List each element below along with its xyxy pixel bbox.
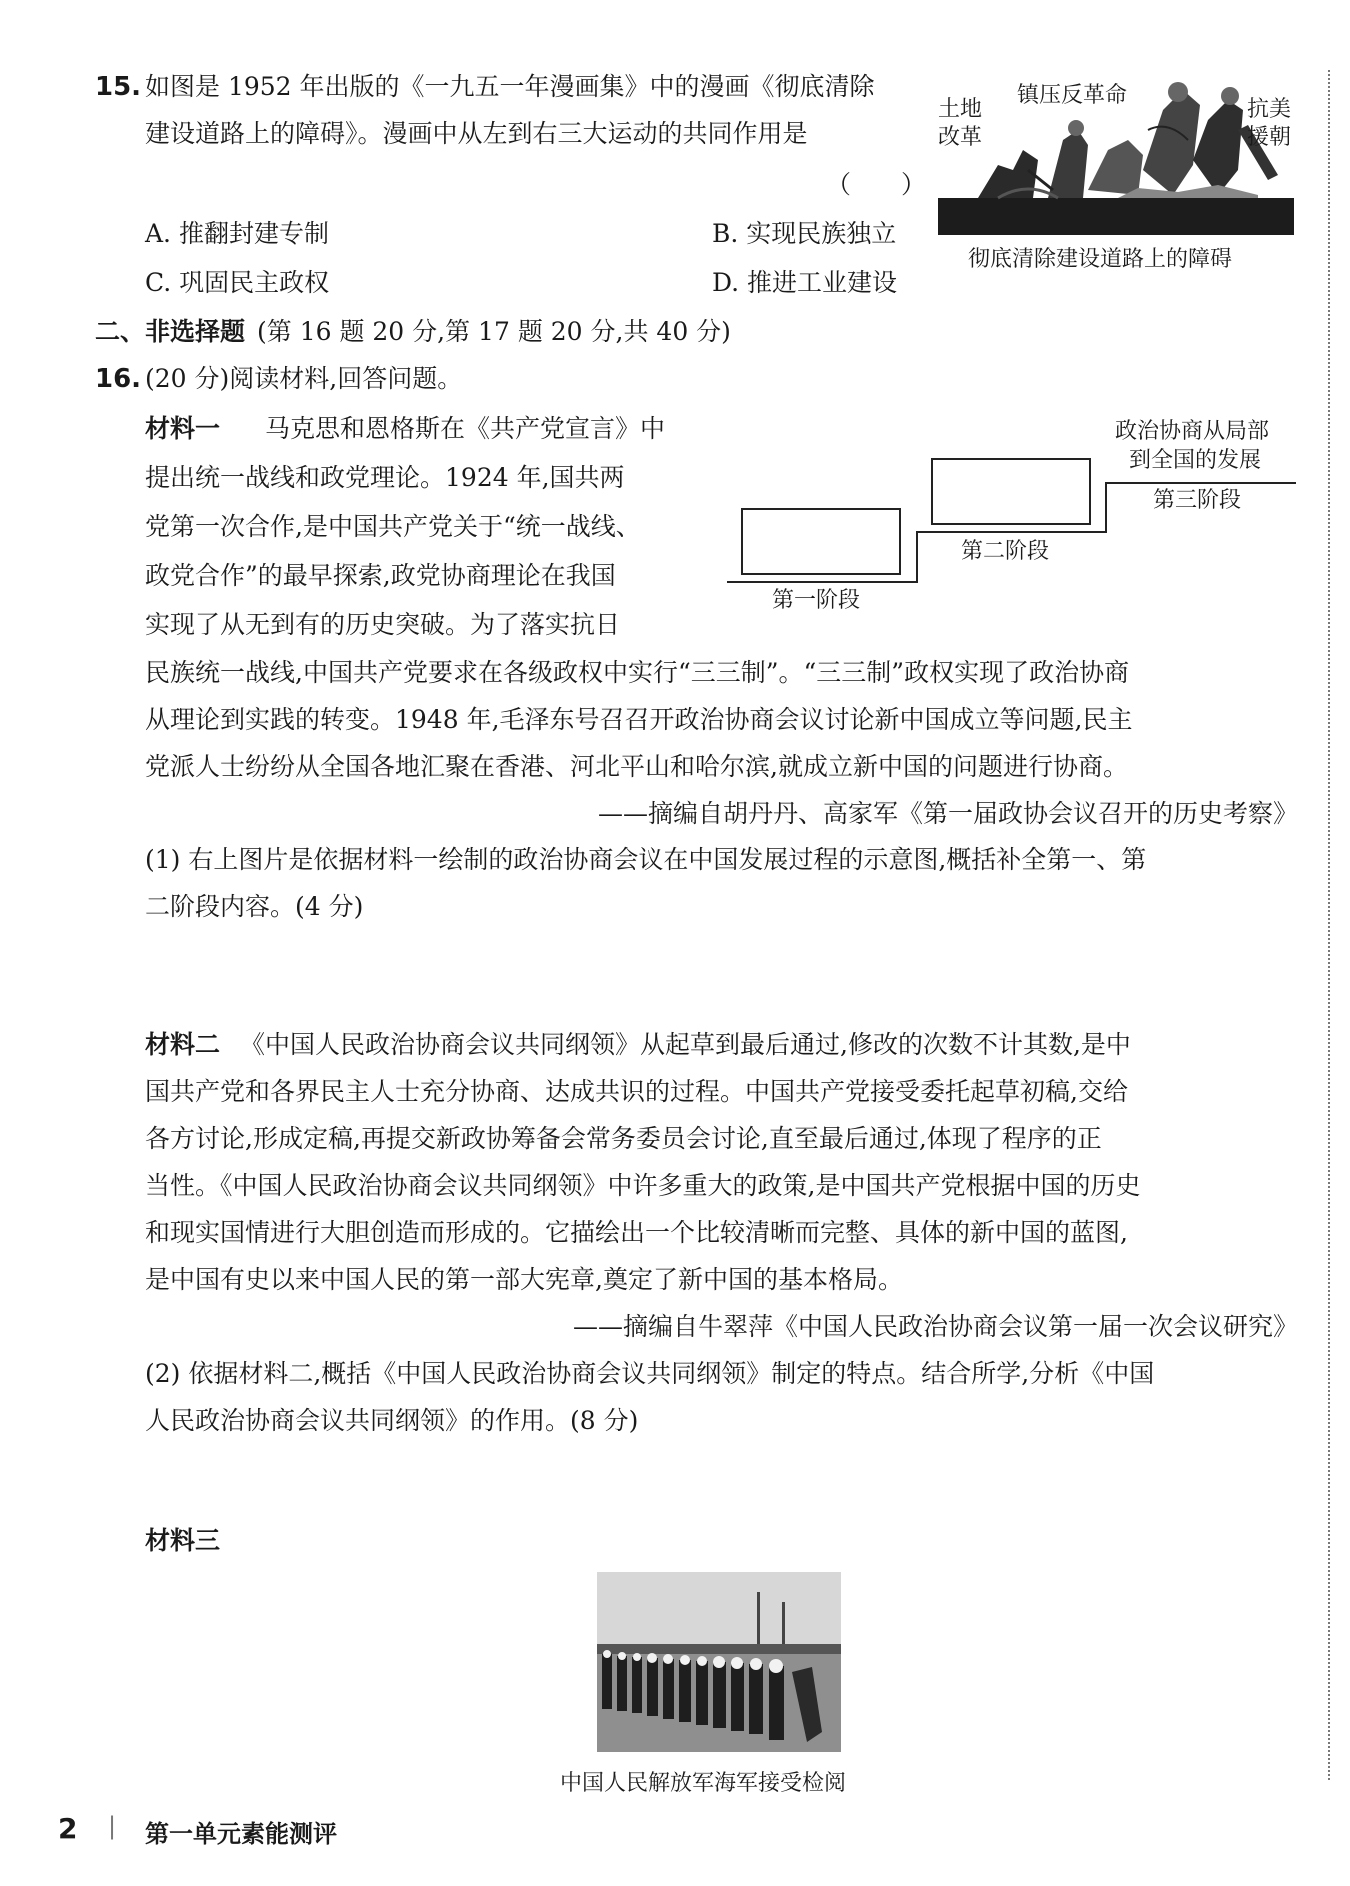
sub1-line2: 二阶段内容。(4 分) (145, 892, 364, 921)
material2-label: 材料二 (145, 1030, 221, 1059)
sub1-line1: (1) 右上图片是依据材料一绘制的政治协商会议在中国发展过程的示意图,概括补全第一、第 (145, 845, 1147, 874)
stage3-desc-line1: 政治协商从局部 (1115, 419, 1270, 444)
sub2-line2: 人民政治协商会议共同纲领》的作用。(8 分) (145, 1406, 639, 1435)
cartoon-label-resist-1: 抗美 (1247, 97, 1292, 122)
footer-separator: | (108, 1812, 117, 1840)
navy-review-photo (597, 1572, 841, 1752)
stage1-label: 第一阶段 (772, 588, 861, 613)
q15-option-c[interactable]: C. 巩固民主政权 (145, 268, 330, 297)
stage1-base-line (727, 581, 918, 583)
material1-line2: 提出统一战线和政党理论。1924 年,国共两 (145, 463, 625, 492)
stage2-base-line (916, 531, 1107, 533)
section2-note: (第 16 题 20 分,第 17 题 20 分,共 40 分) (257, 317, 731, 346)
material1-line8: 党派人士纷纷从全国各地汇聚在香港、河北平山和哈尔滨,就成立新中国的问题进行协商。 (145, 752, 1128, 781)
stage2-answer-box[interactable] (931, 458, 1091, 525)
stage3-label: 第三阶段 (1153, 488, 1242, 513)
material2-line4: 当性。《中国人民政治协商会议共同纲领》中许多重大的政策,是中国共产党根据中国的历史 (145, 1171, 1141, 1200)
cartoon-label-land-reform-1: 土地 (938, 97, 983, 122)
cartoon-label-suppress: 镇压反革命 (1017, 83, 1128, 108)
q16-intro: (20 分)阅读材料,回答问题。 (145, 364, 463, 393)
sub2-line1: (2) 依据材料二,概括《中国人民政治协商会议共同纲领》制定的特点。结合所学,分析《中国 (145, 1359, 1155, 1388)
stage2-riser (1105, 482, 1107, 533)
material2-line5: 和现实国情进行大胆创造而形成的。它描绘出一个比较清晰而完整、具体的新中国的蓝图, (145, 1218, 1128, 1247)
material2-line3: 各方讨论,形成定稿,再提交新政协筹备会常务委员会讨论,直至最后通过,体现了程序的正 (145, 1124, 1102, 1153)
q15-option-b[interactable]: B. 实现民族独立 (712, 219, 897, 248)
material2-line1: 《中国人民政治协商会议共同纲领》从起草到最后通过,修改的次数不计其数,是中 (240, 1030, 1131, 1059)
material2-line2: 国共产党和各界民主人士充分协商、达成共识的过程。中国共产党接受委托起草初稿,交给 (145, 1077, 1128, 1106)
q15-option-d[interactable]: D. 推进工业建设 (712, 268, 898, 297)
material1-line5: 实现了从无到有的历史突破。为了落实抗日 (145, 610, 621, 639)
section2-title: 二、非选择题 (95, 317, 246, 346)
page-number: 2 (58, 1812, 78, 1845)
material1-source: ——摘编自胡丹丹、高家军《第一届政协会议召开的历史考察》 (597, 799, 1298, 828)
material1-line4: 政党合作”的最早探索,政党协商理论在我国 (145, 561, 616, 590)
material1-line6: 民族统一战线,中国共产党要求在各级政权中实行“三三制”。“三三制”政权实现了政治协商 (145, 658, 1130, 687)
material1-line1: 马克思和恩格斯在《共产党宣言》中 (265, 414, 666, 443)
q15-option-a[interactable]: A. 推翻封建专制 (145, 219, 329, 248)
material1-label: 材料一 (145, 414, 221, 443)
q16-number: 16. (95, 364, 142, 394)
cartoon-label-resist-2: 援朝 (1247, 125, 1292, 150)
q15-number: 15. (95, 72, 142, 102)
material2-source: ——摘编自牛翠萍《中国人民政治协商会议第一届一次会议研究》 (572, 1312, 1298, 1341)
material1-line3: 党第一次合作,是中国共产党关于“统一战线、 (145, 512, 641, 541)
stage1-answer-box[interactable] (741, 508, 901, 575)
q15-stem-line2: 建设道路上的障碍》。漫画中从左到右三大运动的共同作用是 (145, 119, 808, 148)
stage3-base-line (1105, 482, 1296, 484)
material1-line7: 从理论到实践的转变。1948 年,毛泽东号召召开政治协商会议讨论新中国成立等问题,民主 (145, 705, 1133, 734)
q15-answer-paren: （ ） (826, 170, 927, 199)
q15-stem-line1: 如图是 1952 年出版的《一九五一年漫画集》中的漫画《彻底清除 (145, 72, 875, 101)
photo-illustration (597, 1572, 841, 1752)
cartoon-caption: 彻底清除建设道路上的障碍 (968, 247, 1233, 272)
margin-dotted-line (1328, 70, 1330, 1780)
photo-caption: 中国人民解放军海军接受检阅 (560, 1771, 847, 1796)
stage1-riser (916, 531, 918, 583)
footer-title: 第一单元素能测评 (145, 1820, 337, 1848)
cartoon-label-land-reform-2: 改革 (938, 125, 983, 150)
material2-line6: 是中国有史以来中国人民的第一部大宪章,奠定了新中国的基本格局。 (145, 1265, 903, 1294)
stage2-label: 第二阶段 (961, 539, 1050, 564)
material3-label: 材料三 (145, 1526, 221, 1555)
stage3-desc-line2: 到全国的发展 (1129, 448, 1262, 473)
